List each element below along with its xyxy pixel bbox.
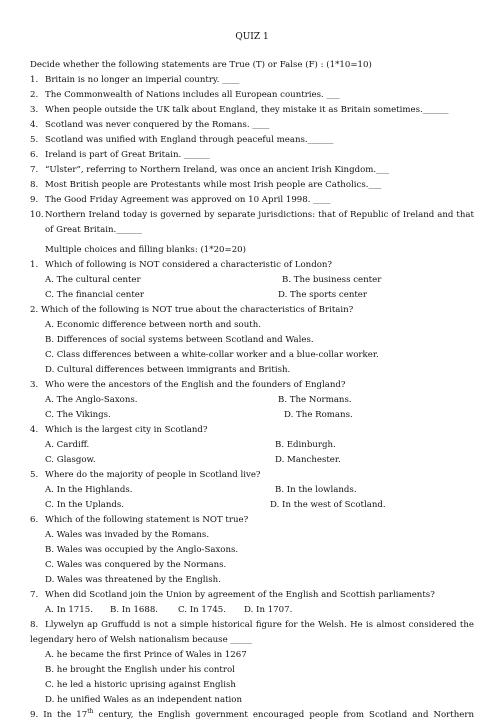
tf-item-9: 9. The Good Friday Agreement was approved on 10 April 1998. ____ — [30, 195, 331, 205]
q1-option-b: B. The business center — [282, 275, 382, 285]
tf-item-8: 8. Most British people are Protestants while most Irish people are Catholics.___ — [30, 180, 382, 190]
q4-option-c: C. Glasgow. — [45, 455, 96, 465]
part1-instruction: Decide whether the following statements are True (T) or False (F) : (1*10=10) — [30, 60, 372, 70]
mc-question-4: 4. Which is the largest city in Scotland? — [30, 425, 208, 435]
q4-option-d: D. Manchester. — [275, 455, 341, 465]
tf-item-7: 7. “Ulster”, referring to Northern Ireland, was once an ancient Irish Kingdom.___ — [30, 165, 390, 175]
mc-question-2: 2. Which of the following is NOT true about the characteristics of Britain? — [30, 305, 354, 315]
q7-option-b: B. In 1688. — [110, 605, 159, 615]
mc-question-9: 9. In the 17th century, the English government encouraged people from Scotland and Northern — [30, 708, 475, 720]
mc-question-3: 3. Who were the ancestors of the English and the founders of England? — [30, 380, 346, 390]
q3-option-a: A. The Anglo-Saxons. — [45, 395, 138, 405]
q3-option-b: B. The Normans. — [278, 395, 352, 405]
q3-option-d: D. The Romans. — [284, 410, 353, 420]
mc-question-8-cont: legendary hero of Welsh nationalism because _____ — [30, 635, 252, 645]
tf-item-1: 1. Britain is no longer an imperial country. ____ — [30, 75, 240, 85]
page-title: QUIZ 1 — [235, 32, 269, 42]
tf-item-5: 5. Scotland was unified with England through peaceful means.______ — [30, 135, 334, 145]
q1-option-c: C. The financial center — [45, 290, 144, 300]
q2-option-c: C. Class differences between a white-collar worker and a blue-collar worker. — [45, 350, 379, 360]
mc-question-8: 8. Llywelyn ap Gruffudd is not a simple historical figure for the Welsh. He is almost considered the — [30, 620, 474, 630]
mc-question-6: 6. Which of the following statement is NOT true? — [30, 515, 249, 525]
q2-option-a: A. Economic difference between north and south. — [45, 320, 261, 330]
q5-option-d: D. In the west of Scotland. — [270, 500, 386, 510]
q1-option-a: A. The cultural center — [45, 275, 141, 285]
q6-option-c: C. Wales was conquered by the Normans. — [45, 560, 227, 570]
q6-option-d: D. Wales was threatened by the English. — [45, 575, 221, 585]
q7-option-c: C. In 1745. — [178, 605, 226, 615]
q8-option-b: B. he brought the English under his control — [45, 665, 235, 675]
q5-option-a: A. In the Highlands. — [45, 485, 133, 495]
q6-option-a: A. Wales was invaded by the Romans. — [45, 530, 210, 540]
tf-item-6: 6. Ireland is part of Great Britain. ______ — [30, 150, 210, 160]
part2-instruction: Multiple choices and filling blanks: (1*20=20) — [45, 245, 246, 255]
q4-option-a: A. Cardiff. — [45, 440, 90, 450]
q5-option-b: B. In the lowlands. — [275, 485, 357, 495]
q8-option-c: C. he led a historic uprising against English — [45, 680, 236, 690]
tf-item-2: 2. The Commonwealth of Nations includes all European countries. ___ — [30, 90, 340, 100]
tf-item-3: 3. When people outside the UK talk about England, they mistake it as Britain sometimes.______ — [30, 105, 449, 115]
q6-option-b: B. Wales was occupied by the Anglo-Saxons. — [45, 545, 239, 555]
q2-option-d: D. Cultural differences between immigrants and British. — [45, 365, 291, 375]
q3-option-c: C. The Vikings. — [45, 410, 111, 420]
mc-question-7: 7. When did Scotland join the Union by agreement of the English and Scottish parliaments? — [30, 590, 435, 600]
q4-option-b: B. Edinburgh. — [275, 440, 336, 450]
q8-option-d: D. he unified Wales as an independent nation — [45, 695, 242, 705]
q7-option-a: A. In 1715. — [45, 605, 93, 615]
q1-option-d: D. The sports center — [278, 290, 368, 300]
q7-option-d: D. In 1707. — [244, 605, 293, 615]
mc-question-5: 5. Where do the majority of people in Scotland live? — [30, 470, 261, 480]
q2-option-b: B. Differences of social systems between Scotland and Wales. — [45, 335, 314, 345]
tf-item-10: 10.Northern Ireland today is governed by separate jurisdictions: that of Republic of Ireland and that — [30, 210, 474, 220]
q5-option-c: C. In the Uplands. — [45, 500, 124, 510]
q8-option-a: A. he became the first Prince of Wales in 1267 — [45, 650, 247, 660]
tf-item-4: 4. Scotland was never conquered by the Romans. ____ — [30, 120, 270, 130]
tf-item-10-cont: of Great Britain.______ — [45, 225, 142, 235]
mc-question-1: 1. Which of following is NOT considered a characteristic of London? — [30, 260, 333, 270]
